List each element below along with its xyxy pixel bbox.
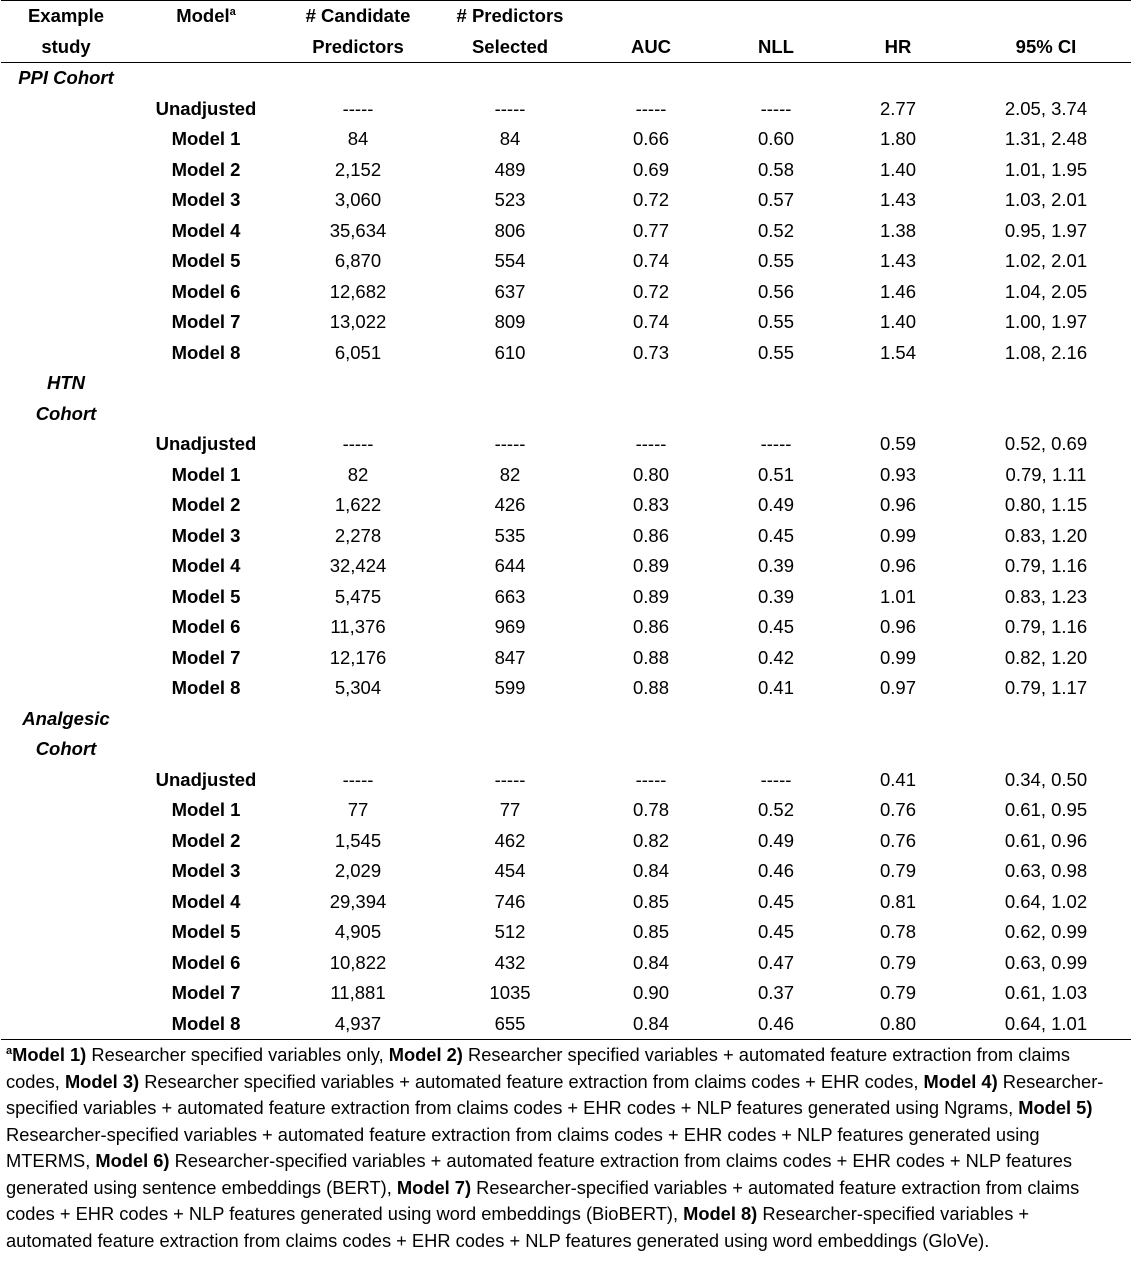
nll-cell: 0.45 (757, 524, 794, 546)
candidate-predictors-cell: 4,937 (334, 1012, 382, 1034)
table-row (1, 948, 1131, 979)
candidate-predictors-cell: 11,881 (330, 982, 386, 1003)
candidate-predictors-cell: 5,304 (334, 677, 382, 698)
model-name-cell: Model 5 (171, 585, 241, 607)
candidate-predictors-cell: 35,634 (329, 219, 387, 241)
candidate-predictors-cell: 82 (347, 463, 369, 485)
cohort-name: Cohort (35, 738, 97, 759)
candidate-predictors-cell: 10,822 (329, 951, 387, 973)
predictors-selected-cell: 599 (494, 677, 526, 698)
nll-cell: 0.55 (757, 311, 794, 332)
ci-cell: 0.63, 0.98 (1004, 860, 1088, 881)
auc-cell: 0.74 (632, 311, 669, 332)
predictors-selected-cell: ----- (494, 97, 526, 119)
nll-cell: 0.55 (757, 341, 794, 363)
candidate-predictors-cell: 2,029 (334, 860, 382, 881)
model-name-cell: Unadjusted (155, 768, 257, 790)
predictors-selected-cell: 847 (494, 646, 526, 668)
ci-cell: 2.05, 3.74 (1004, 97, 1088, 119)
table-row (1, 185, 1131, 216)
model-name-cell: Model 5 (171, 250, 241, 271)
nll-cell: 0.46 (757, 1012, 794, 1034)
hr-cell: 1.80 (879, 128, 916, 149)
header-nll: NLL (758, 35, 794, 57)
auc-cell: 0.72 (632, 189, 669, 210)
auc-cell: 0.88 (632, 677, 669, 698)
ci-cell: 0.64, 1.01 (1004, 1012, 1088, 1034)
auc-cell: 0.88 (632, 646, 669, 668)
hr-cell: 0.79 (879, 982, 916, 1003)
predictors-selected-cell: 663 (494, 585, 526, 607)
auc-cell: 0.73 (632, 341, 669, 363)
predictors-selected-cell: ----- (494, 433, 526, 454)
candidate-predictors-cell: 13,022 (329, 311, 387, 332)
ci-cell: 0.61, 0.96 (1004, 829, 1088, 851)
footnote-model-label: Model 4) (923, 1070, 998, 1092)
predictors-selected-cell: 535 (494, 524, 526, 546)
auc-cell: 0.84 (632, 860, 669, 881)
table-row (1, 307, 1131, 338)
model-name-cell: Model 6 (171, 951, 241, 973)
auc-cell: 0.82 (632, 829, 669, 851)
table-row (1, 429, 1131, 460)
table-row (1, 216, 1131, 247)
candidate-predictors-cell: 1,622 (334, 494, 382, 515)
hr-cell: 0.76 (879, 829, 916, 851)
footnote-model-description: Researcher-specified variables + automated feature extraction from claims codes + EHR codes + NLP features generated using word embeddings (BioBERT), (6, 1176, 1080, 1224)
footnote-model-description: Researcher-specified variables + automated feature extraction from claims codes + EHR codes + NLP features generated using Ngrams, (6, 1070, 1104, 1118)
predictors-selected-cell: 655 (494, 1012, 526, 1034)
table-row (1, 612, 1131, 643)
model-name-cell: Model 3 (171, 524, 241, 546)
model-name-cell: Model 4 (171, 219, 241, 241)
model-name-cell: Model 8 (171, 677, 241, 698)
auc-cell: ----- (635, 768, 667, 790)
footnote-model-label: Model 1) (12, 1044, 87, 1065)
model-name-cell: Model 2 (171, 158, 241, 180)
footnote-model-description: Researcher specified variables only, (86, 1044, 389, 1065)
footnote-model-label: Model 2) (388, 1044, 463, 1065)
cohort-name: PPI Cohort (18, 67, 114, 88)
auc-cell: 0.86 (632, 616, 669, 637)
header-candidate-predictors-line2: Predictors (312, 35, 404, 57)
auc-cell: 0.77 (632, 219, 669, 241)
table-footnote (6, 1042, 1116, 1254)
predictors-selected-cell: 77 (499, 799, 521, 820)
model-name-cell: Model 5 (171, 921, 241, 942)
footnote-superscript: a (6, 1045, 13, 1057)
table-row (1, 582, 1131, 613)
predictors-selected-cell: 644 (494, 555, 526, 576)
hr-cell: 0.79 (879, 951, 916, 973)
predictors-selected-cell: 82 (499, 463, 521, 485)
model-name-cell: Model 7 (171, 311, 241, 332)
table-row (1, 1009, 1131, 1040)
ci-cell: 0.62, 0.99 (1004, 921, 1088, 942)
footnote-model-label: Model 5) (1018, 1097, 1093, 1118)
ci-cell: 0.79, 1.11 (1005, 463, 1087, 485)
cohort-name: Analgesic (22, 707, 110, 729)
header-example-study: Example (27, 5, 105, 26)
table-row (1, 978, 1131, 1009)
nll-cell: 0.49 (757, 494, 794, 515)
header-hr: HR (884, 35, 912, 57)
model-name-cell: Model 6 (171, 616, 241, 637)
candidate-predictors-cell: ----- (342, 768, 374, 790)
nll-cell: 0.56 (757, 280, 794, 302)
table-row (1, 856, 1131, 887)
candidate-predictors-cell: 4,905 (334, 921, 382, 942)
model-name-cell: Model 7 (171, 646, 241, 668)
footnote-model-label: Model 3) (64, 1070, 140, 1092)
model-name-cell: Model 3 (171, 189, 241, 210)
candidate-predictors-cell: 5,475 (334, 585, 382, 607)
candidate-predictors-cell: ----- (342, 433, 374, 454)
ci-cell: 1.08, 2.16 (1004, 341, 1088, 363)
footnote-model-description: Researcher specified variables + automated feature extraction from claims codes, (6, 1044, 1071, 1092)
predictors-selected-cell: 462 (494, 829, 526, 851)
nll-cell: 0.47 (757, 951, 794, 973)
table-row (1, 521, 1131, 552)
header-candidate-predictors: # Candidate (305, 5, 411, 26)
hr-cell: 0.79 (879, 860, 916, 881)
model-name-cell: Model 1 (171, 799, 241, 820)
predictors-selected-cell: 746 (494, 890, 526, 912)
hr-cell: 1.54 (879, 341, 916, 363)
table-row (1, 643, 1131, 674)
cohort-label-row (1, 368, 1131, 399)
candidate-predictors-cell: ----- (342, 97, 374, 119)
footnote-model-label: Model 6) (95, 1150, 170, 1171)
nll-cell: 0.52 (757, 219, 794, 241)
nll-cell: 0.60 (757, 128, 794, 149)
ci-cell: 1.03, 2.01 (1004, 189, 1088, 210)
model-name-cell: Model 7 (171, 982, 241, 1003)
ci-cell: 1.31, 2.48 (1004, 128, 1088, 149)
predictors-selected-cell: 523 (494, 189, 526, 210)
hr-cell: 0.81 (879, 890, 916, 912)
ci-cell: 1.04, 2.05 (1004, 280, 1088, 302)
model-name-cell: Unadjusted (155, 433, 257, 454)
predictors-selected-cell: 432 (494, 951, 526, 973)
candidate-predictors-cell: 3,060 (334, 189, 382, 210)
candidate-predictors-cell: 6,051 (334, 341, 382, 363)
nll-cell: 0.49 (757, 829, 794, 851)
hr-cell: 1.40 (879, 158, 916, 180)
cohort-name: Cohort (35, 402, 97, 424)
auc-cell: 0.66 (632, 128, 669, 149)
nll-cell: 0.42 (757, 646, 794, 668)
model-name-cell: Model 8 (171, 341, 241, 363)
auc-cell: 0.89 (632, 555, 669, 576)
table-row (1, 795, 1131, 826)
ci-cell: 0.83, 1.23 (1004, 585, 1088, 607)
nll-cell: 0.41 (757, 677, 794, 698)
nll-cell: ----- (760, 97, 792, 119)
model-comparison-table (1, 0, 1131, 1040)
auc-cell: 0.84 (632, 951, 669, 973)
ci-cell: 0.95, 1.97 (1004, 219, 1088, 241)
ci-cell: 0.79, 1.16 (1004, 616, 1088, 637)
ci-cell: 1.02, 2.01 (1004, 250, 1088, 271)
nll-cell: 0.46 (757, 860, 794, 881)
auc-cell: 0.74 (632, 250, 669, 271)
header-predictors-selected-line2: Selected (471, 35, 549, 57)
candidate-predictors-cell: 1,545 (334, 829, 382, 851)
ci-cell: 1.00, 1.97 (1004, 311, 1088, 332)
hr-cell: 0.96 (879, 555, 916, 576)
candidate-predictors-cell: 6,870 (334, 250, 382, 271)
auc-cell: 0.85 (632, 890, 669, 912)
candidate-predictors-cell: 29,394 (329, 890, 387, 912)
footnote-model-description: Researcher-specified variables + automated feature extraction from claims codes + EHR codes + NLP features generated using MTERMS, (6, 1123, 1040, 1171)
auc-cell: 0.69 (632, 158, 669, 180)
candidate-predictors-cell: 12,176 (329, 646, 387, 668)
table-row (1, 826, 1131, 857)
table-row (1, 338, 1131, 369)
hr-cell: 0.59 (879, 433, 916, 454)
auc-cell: 0.85 (632, 921, 669, 942)
hr-cell: 0.99 (879, 646, 916, 668)
hr-cell: 0.96 (879, 616, 916, 637)
header-95ci: 95% CI (1015, 35, 1077, 57)
nll-cell: 0.39 (757, 585, 794, 607)
auc-cell: 0.89 (632, 585, 669, 607)
candidate-predictors-cell: 32,424 (329, 555, 387, 576)
predictors-selected-cell: 554 (494, 250, 526, 271)
auc-cell: 0.86 (632, 524, 669, 546)
model-name-cell: Model 1 (171, 463, 241, 485)
table-row (1, 551, 1131, 582)
nll-cell: 0.55 (757, 250, 794, 271)
nll-cell: ----- (760, 768, 792, 790)
nll-cell: 0.45 (757, 921, 794, 942)
footnote-model-label: Model 7) (396, 1176, 472, 1198)
hr-cell: 0.93 (879, 463, 916, 485)
model-name-cell: Model 4 (171, 555, 241, 576)
candidate-predictors-cell: 12,682 (329, 280, 387, 302)
nll-cell: 0.58 (757, 158, 794, 180)
nll-cell: 0.52 (757, 799, 794, 820)
table-row (1, 94, 1131, 125)
ci-cell: 0.79, 1.17 (1004, 677, 1088, 698)
model-name-cell: Unadjusted (155, 97, 257, 119)
candidate-predictors-cell: 2,278 (334, 524, 382, 546)
ci-cell: 0.61, 1.03 (1004, 982, 1088, 1003)
model-name-cell: Model 2 (171, 829, 241, 851)
candidate-predictors-cell: 84 (347, 128, 369, 149)
table-row (1, 124, 1131, 155)
table-row (1, 887, 1131, 918)
ci-cell: 0.34, 0.50 (1004, 768, 1088, 790)
predictors-selected-cell: 610 (494, 341, 526, 363)
cohort-label-row (1, 734, 1131, 765)
footnote-model-description: Researcher-specified variables + automated feature extraction from claims codes + EHR codes + NLP features generated using sentence embeddings (BERT), (6, 1150, 1073, 1198)
model-name-cell: Model 8 (171, 1012, 241, 1034)
nll-cell: 0.39 (757, 555, 794, 576)
predictors-selected-cell: 806 (494, 219, 526, 241)
candidate-predictors-cell: 11,376 (330, 616, 386, 637)
predictors-selected-cell: 969 (494, 616, 526, 637)
predictors-selected-cell: ----- (494, 768, 526, 790)
hr-cell: 1.46 (879, 280, 916, 302)
ci-cell: 0.61, 0.95 (1004, 799, 1088, 820)
auc-cell: 0.90 (632, 982, 669, 1003)
table-row (1, 277, 1131, 308)
nll-cell: 0.45 (757, 616, 794, 637)
candidate-predictors-cell: 2,152 (334, 158, 382, 180)
header-example-study-line2: study (41, 35, 91, 57)
nll-cell: 0.37 (757, 982, 794, 1003)
hr-cell: 1.40 (879, 311, 916, 332)
table-row (1, 246, 1131, 277)
predictors-selected-cell: 809 (494, 311, 526, 332)
table-header (1, 1, 1131, 63)
table-row (1, 460, 1131, 491)
hr-cell: 1.38 (879, 219, 916, 241)
footnote-model-description: Researcher-specified variables + automated feature extraction from claims codes + EHR codes + NLP features generated using word embeddings (GloVe). (6, 1203, 1030, 1251)
auc-cell: 0.83 (632, 494, 669, 515)
header-predictors-selected: # Predictors (456, 5, 564, 26)
table-row (1, 673, 1131, 704)
header-auc: AUC (630, 35, 672, 57)
model-name-cell: Model 1 (171, 128, 241, 149)
ci-cell: 0.64, 1.02 (1004, 890, 1088, 912)
hr-cell: 1.01 (879, 585, 916, 607)
predictors-selected-cell: 84 (499, 128, 521, 149)
ci-cell: 0.63, 0.99 (1004, 951, 1088, 973)
hr-cell: 0.80 (879, 1012, 916, 1034)
hr-cell: 0.99 (879, 524, 916, 546)
model-name-cell: Model 3 (171, 860, 241, 881)
hr-cell: 0.78 (879, 921, 916, 942)
hr-cell: 0.96 (879, 494, 916, 515)
cohort-name: HTN (46, 372, 86, 393)
cohort-label-row (1, 63, 1131, 94)
auc-cell: 0.84 (632, 1012, 669, 1034)
nll-cell: 0.51 (757, 463, 794, 485)
candidate-predictors-cell: 77 (347, 799, 369, 820)
footnote-model-description: Researcher specified variables + automated feature extraction from claims codes + EHR codes, (139, 1070, 924, 1092)
header-model: Model$^a$ (176, 5, 236, 26)
ci-cell: 1.01, 1.95 (1004, 158, 1088, 180)
hr-cell: 1.43 (879, 189, 916, 210)
table-row (1, 765, 1131, 796)
cohort-label-row (1, 704, 1131, 735)
auc-cell: 0.78 (632, 799, 669, 820)
auc-cell: ----- (635, 433, 667, 454)
footnote-model-label: Model 8) (683, 1203, 758, 1224)
auc-cell: 0.80 (632, 463, 669, 485)
ci-cell: 0.80, 1.15 (1004, 494, 1088, 515)
nll-cell: 0.45 (757, 890, 794, 912)
table-row (1, 490, 1131, 521)
table-body (1, 63, 1131, 1040)
auc-cell: 0.72 (632, 280, 669, 302)
ci-cell: 0.83, 1.20 (1004, 524, 1088, 546)
hr-cell: 2.77 (879, 97, 916, 119)
auc-cell: ----- (635, 97, 667, 119)
predictors-selected-cell: 426 (494, 494, 526, 515)
model-name-cell: Model 4 (171, 890, 241, 912)
predictors-selected-cell: 1035 (489, 982, 531, 1003)
predictors-selected-cell: 489 (494, 158, 526, 180)
hr-cell: 1.43 (879, 250, 916, 271)
nll-cell: 0.57 (757, 189, 794, 210)
model-name-cell: Model 2 (171, 494, 241, 515)
predictors-selected-cell: 637 (494, 280, 526, 302)
ci-cell: 0.52, 0.69 (1004, 433, 1088, 454)
ci-cell: 0.82, 1.20 (1004, 646, 1088, 668)
cohort-label-row (1, 399, 1131, 430)
predictors-selected-cell: 454 (494, 860, 526, 881)
model-name-cell: Model 6 (171, 280, 241, 302)
table-row (1, 917, 1131, 948)
ci-cell: 0.79, 1.16 (1004, 555, 1088, 576)
footnote-marker: a (229, 6, 236, 18)
predictors-selected-cell: 512 (494, 921, 526, 942)
hr-cell: 0.41 (879, 768, 916, 790)
nll-cell: ----- (760, 433, 792, 454)
table-row (1, 155, 1131, 186)
hr-cell: 0.76 (879, 799, 916, 820)
hr-cell: 0.97 (879, 677, 916, 698)
